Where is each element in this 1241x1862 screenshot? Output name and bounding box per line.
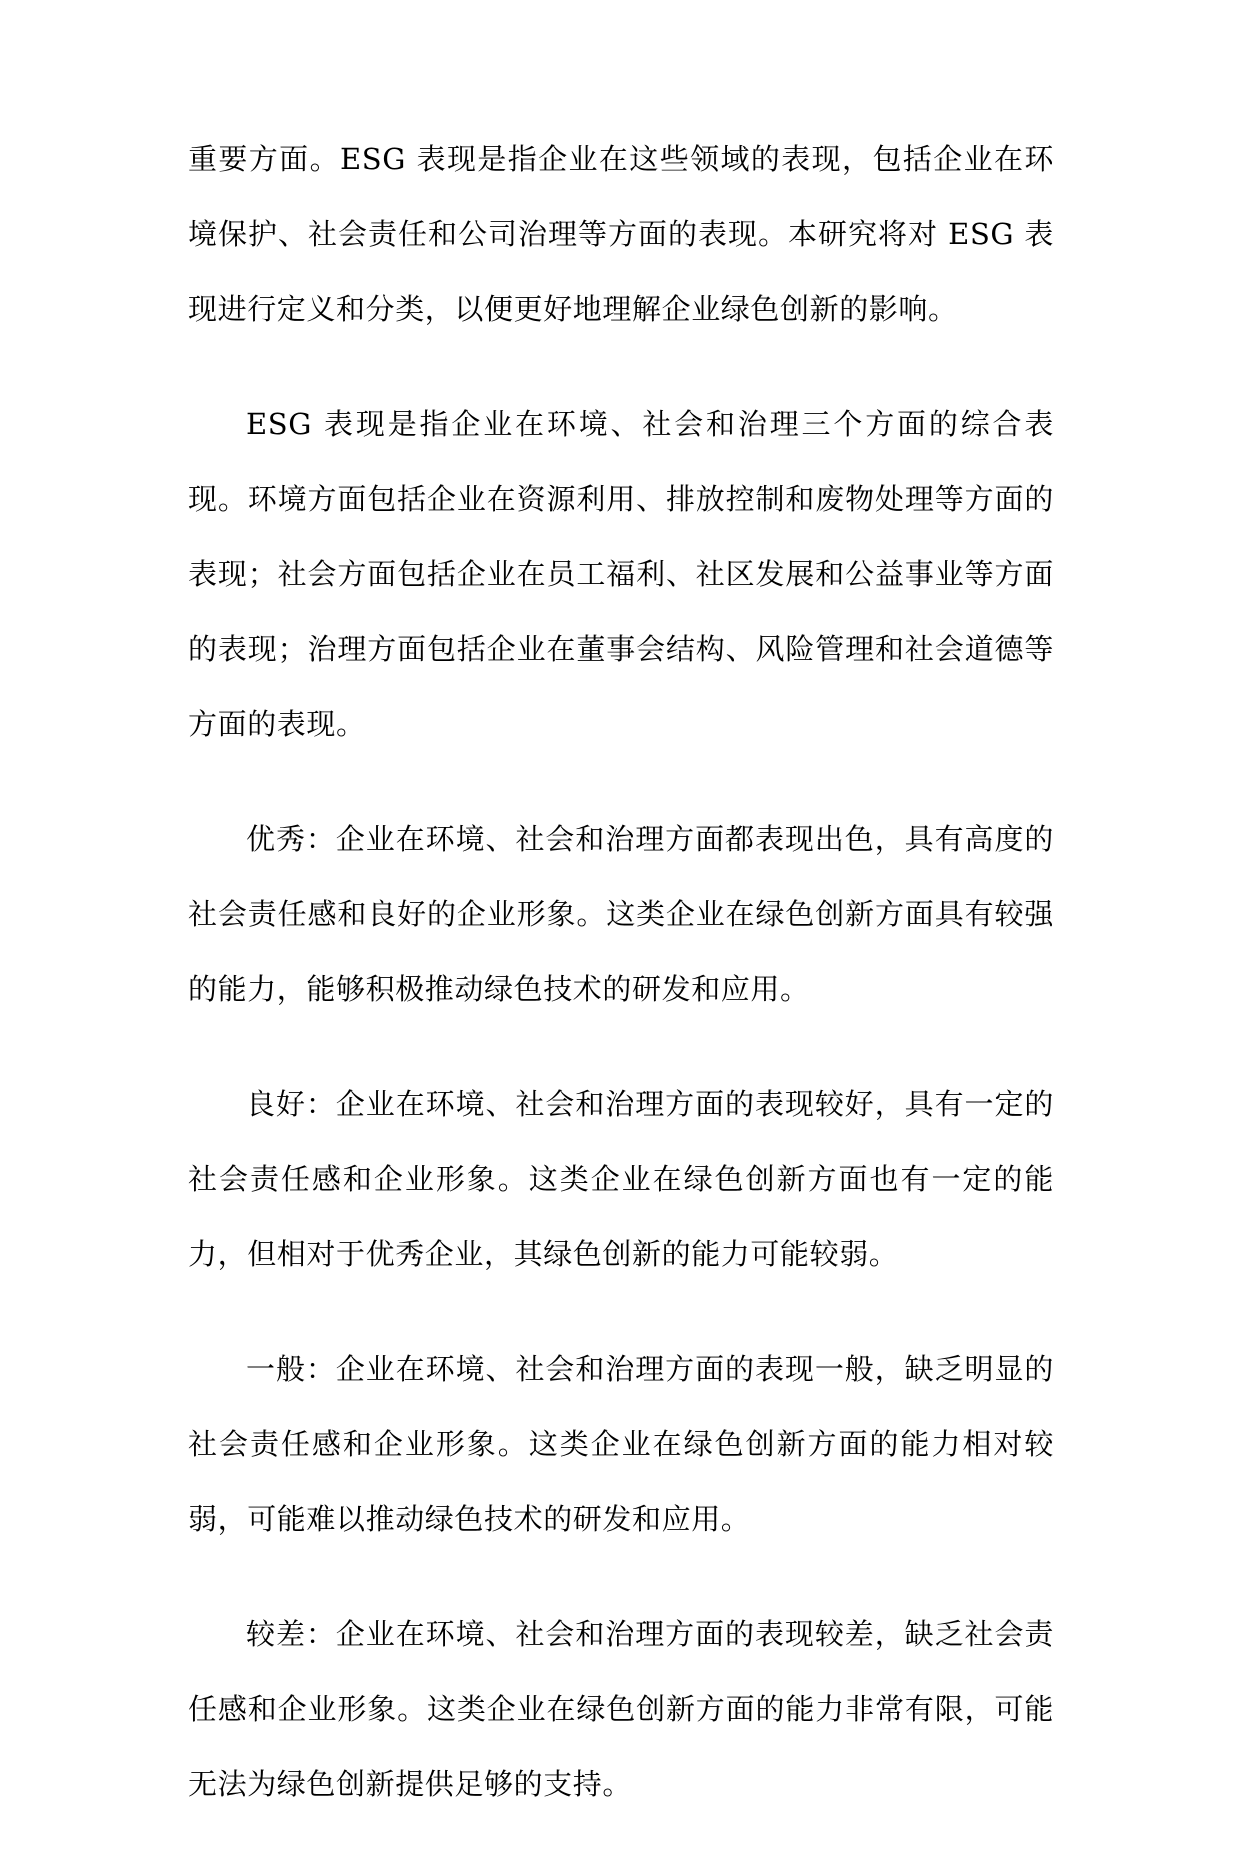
paragraph-category-average: 一般：企业在环境、社会和治理方面的表现一般，缺乏明显的社会责任感和企业形象。这类企业在绿色创新方面的能力相对较弱，可能难以推动绿色技术的研发和应用。 (188, 1352, 1054, 1536)
paragraph-esg-definition-continued: 重要方面。ESG 表现是指企业在这些领域的表现，包括企业在环境保护、社会责任和公司治理等方面的表现。本研究将对 ESG 表现进行定义和分类，以便更好地理解企业绿色创新的影响。 (188, 142, 1054, 326)
paragraph-category-excellent: 优秀：企业在环境、社会和治理方面都表现出色，具有高度的社会责任感和良好的企业形象。这类企业在绿色创新方面具有较强的能力，能够积极推动绿色技术的研发和应用。 (188, 822, 1054, 1006)
paragraph-esg-dimensions: ESG 表现是指企业在环境、社会和治理三个方面的综合表现。环境方面包括企业在资源利用、排放控制和废物处理等方面的表现；社会方面包括企业在员工福利、社区发展和公益事业等方面的表现；治理方面包括企业在董事会结构、风险管理和社会道德等方面的表现。 (188, 407, 1054, 741)
document-body (188, 122, 1054, 1862)
paragraph-category-good: 良好：企业在环境、社会和治理方面的表现较好，具有一定的社会责任感和企业形象。这类企业在绿色创新方面也有一定的能力，但相对于优秀企业，其绿色创新的能力可能较弱。 (188, 1087, 1054, 1271)
paragraph-category-poor: 较差：企业在环境、社会和治理方面的表现较差，缺乏社会责任感和企业形象。这类企业在绿色创新方面的能力非常有限，可能无法为绿色创新提供足够的支持。 (188, 1617, 1054, 1801)
